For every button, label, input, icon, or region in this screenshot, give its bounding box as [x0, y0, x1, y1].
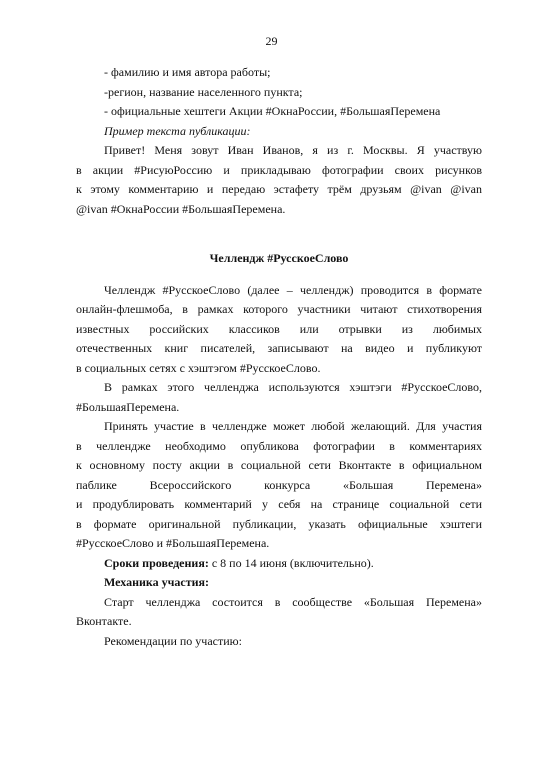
example-line: Привет! Меня зовут Иван Иванов, я из г. Москвы. Я участвую — [104, 143, 482, 157]
document-body — [76, 63, 482, 651]
paragraph-line: паблике Всероссийского конкурса «Большая Перемена» — [76, 477, 482, 492]
paragraph-line: онлайн-флешмоба, в рамках которого участники читают стихотворения — [76, 302, 482, 316]
paragraph-line: #РусскоеСлово и #БольшаяПеремена. — [76, 536, 270, 550]
list-item: - фамилию и имя автора работы; — [104, 65, 271, 79]
terms-line — [76, 554, 482, 574]
example-line: в акции #РисуюРоссию и прикладываю фотографии своих рисунков — [76, 162, 482, 177]
paragraph-line: к основному посту акции в социальной сети Вконтакте в официальном — [76, 458, 482, 472]
recommendations-label: Рекомендации по участию: — [104, 633, 242, 648]
paragraph-line: отечественных книг писателей, записывают на видео и публикуют — [76, 341, 482, 355]
paragraph-line: В рамках этого челленджа используются хэштэги #РусскоеСлово, — [104, 380, 482, 394]
paragraph-line: Принять участие в челлендже может любой желающий. Для участия — [104, 419, 482, 433]
example-label: Пример текста публикации: — [104, 123, 251, 138]
example-line: @ivan #ОкнаРоссии #БольшаяПеремена. — [76, 201, 286, 216]
paragraph-line: известных российских классиков или отрывки из любимых — [76, 321, 482, 336]
page-number: 29 — [265, 34, 278, 48]
terms-label: Сроки проведения: — [104, 555, 209, 570]
mechanics-label: Механика участия: — [104, 575, 210, 589]
paragraph-line: и продублировать комментарий у себя на странице социальной сети — [76, 497, 482, 511]
paragraph-line: Вконтакте. — [76, 614, 132, 628]
section-title: Челлендж #РусскоеСлово — [209, 251, 349, 265]
paragraph-line: в социальных сетях с хэштэгом #РусскоеСлово. — [76, 360, 321, 375]
list-item: -регион, название населенного пункта; — [104, 84, 303, 99]
paragraph-line: Челлендж #РусскоеСлово (далее – челлендж) проводится в формате — [104, 282, 482, 297]
paragraph-line: в челлендже необходимо опубликова фотографии в комментариях — [76, 438, 482, 453]
list-item: - официальные хештеги Акции #ОкнаРоссии, #БольшаяПеремена — [104, 104, 441, 118]
paragraph-line: Старт челленджа состоится в сообществе «Большая Перемена» — [104, 594, 482, 609]
paragraph-line: #БольшаяПеремена. — [76, 399, 180, 414]
paragraph-line: в формате оригинальной публикации, указать официальные хэштеги — [76, 516, 482, 531]
example-line: к этому комментарию и передаю эстафету трём друзьям @ivan @ivan — [76, 182, 482, 196]
terms-value: с 8 по 14 июня (включительно). — [208, 555, 374, 570]
